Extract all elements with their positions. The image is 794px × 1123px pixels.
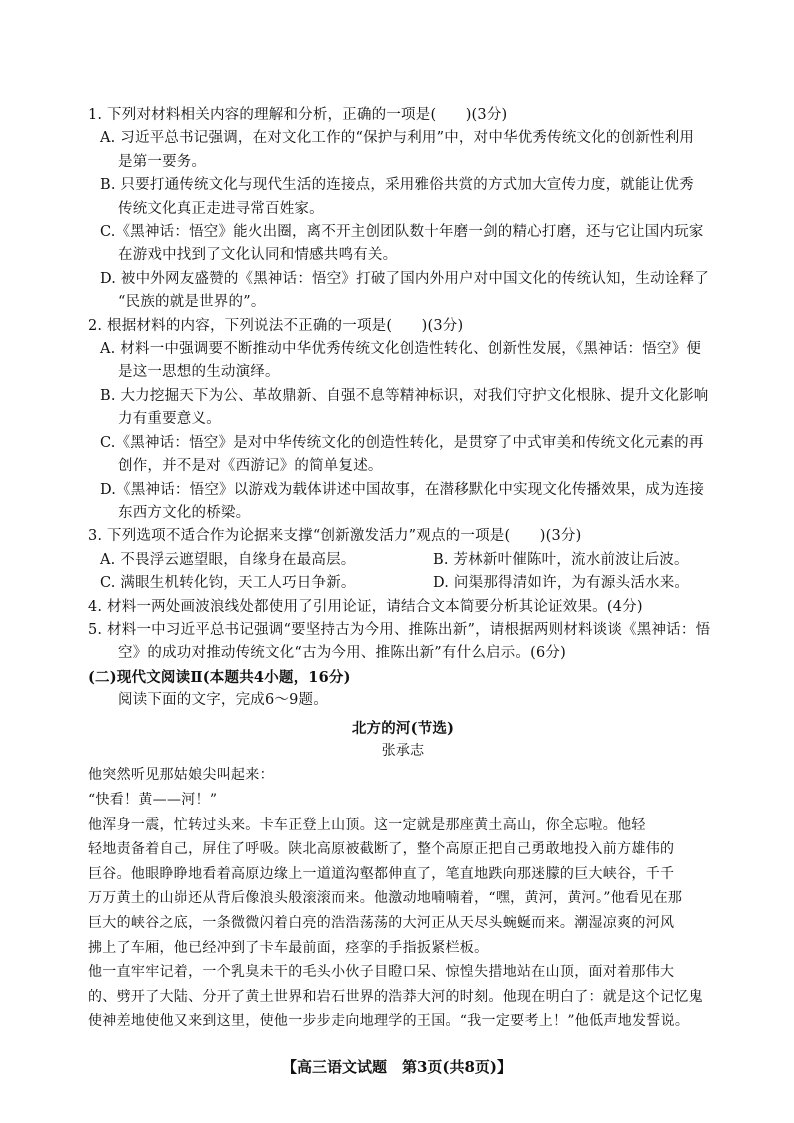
- question-3-option-a: A. 不畏浮云遮望眼，自缘身在最高层。: [100, 551, 356, 568]
- passage-line: 使神差地使他又来到这里，使他一步步走向地理学的王国。“我一定要考上！”他低声地发誓说。: [88, 1013, 690, 1030]
- passage-line: 他浑身一震，忙转过头来。卡车正登上山顶。这一定就是那座黄土高山，你全忘啦。他轻: [88, 816, 646, 833]
- question-2-option-d: D.《黑神话：悟空》以游戏为载体讲述中国故事，在潜移默化中实现文化传播效果，成为连接: [100, 481, 705, 498]
- passage-line: 轻地责备着自己，屏住了呼吸。陕北高原被截断了，整个高原正把自己勇敢地投入前方雄伟的: [88, 841, 675, 858]
- reading-instruction: 阅读下面的文字，完成6～9题。: [118, 692, 328, 709]
- question-3-option-b: B. 芳林新叶催陈叶，流水前波让后波。: [433, 551, 689, 568]
- question-2-option-b: B. 大力挖掘天下为公、革故鼎新、自强不息等精神标识，对我们守护文化根脉、提升文化影响: [100, 387, 709, 404]
- passage-line: 他突然听见那姑娘尖叫起来：: [88, 767, 274, 784]
- passage-line: 巨大的峡谷之底，一条微微闪着白亮的浩浩荡荡的大河正从天尽头蜿蜒而来。潮湿凉爽的河风: [88, 914, 675, 931]
- question-2-option-d-cont: 东西方文化的桥梁。: [118, 504, 251, 521]
- question-3-stem: 3. 下列选项不适合作为论据来支撑“创新激发活力”观点的一项是( )(3分): [88, 528, 582, 545]
- question-1-option-b: B. 只要打通传统文化与现代生活的连接点，采用雅俗共赏的方式加大宣传力度，就能让优秀: [100, 177, 694, 194]
- question-2-option-c-cont: 创作，并不是对《西游记》的简单复述。: [118, 458, 383, 475]
- question-2-stem: 2. 根据材料的内容，下列说法不正确的一项是( )(3分): [88, 317, 464, 334]
- passage-line: 万万黄土的山峁还从背后像浪头般滚滚而来。他激动地喃喃着，“嘿，黄河，黄河。”他看见在那: [88, 890, 683, 907]
- page-content: [88, 104, 718, 1034]
- page-footer: 【高三语文试题 第3页(共8页)】: [281, 1058, 513, 1076]
- question-2-option-a-cont: 是这一思想的生动演绎。: [118, 364, 280, 381]
- question-3-options-row-1: [88, 549, 718, 572]
- question-1-option-d: D. 被中外网友盛赞的《黑神话：悟空》打破了国内外用户对中国文化的传统认知，生动诠释了: [100, 270, 709, 287]
- passage-line: 拂上了车厢，他已经冲到了卡车最前面，痉挛的手指扳紧栏板。: [88, 939, 489, 956]
- passage-line: “快看！黄——河！”: [88, 791, 218, 808]
- question-1-option-a-cont: 是第一要务。: [118, 153, 207, 170]
- question-2-option-a: A. 材料一中强调要不断推动中华优秀传统文化创造性转化、创新性发展，《黑神话：悟空》便: [100, 341, 702, 358]
- question-2-option-b-cont: 力有重要意义。: [118, 411, 221, 428]
- passage-title: 北方的河(节选): [351, 719, 455, 737]
- question-3-option-d: D. 问渠那得清如许，为有源头活水来。: [433, 575, 690, 592]
- question-2-option-c: C.《黑神话：悟空》是对中华传统文化的创造性转化，是贯穿了中式审美和传统文化元素的再: [100, 434, 704, 451]
- question-1-option-a: A. 习近平总书记强调，在对文化工作的“保护与利用”中，对中华优秀传统文化的创新性利用: [100, 130, 695, 147]
- passage-body: [88, 763, 718, 1034]
- passage-author: 张承志: [381, 742, 425, 759]
- question-1-option-c: C.《黑神话：悟空》能火出圈，离不开主创团队数十年磨一剑的精心打磨，还与它让国内玩家: [100, 224, 704, 241]
- passage-line: 的、劈开了大陆、分开了黄土世界和岩石世界的浩莽大河的时刻。他现在明白了：就是这个记忆鬼: [88, 988, 703, 1005]
- question-3-option-c: C. 满眼生机转化钧，天工人巧日争新。: [100, 575, 356, 592]
- question-5-stem: 5. 材料一中习近平总书记强调“要坚持古为今用、推陈出新”，请根据两则材料谈谈《黑神话：悟: [88, 621, 711, 638]
- question-1-option-d-cont: “民族的就是世界的”。: [118, 294, 266, 311]
- passage-line: 他一直牢牢记着，一个乳臭未干的毛头小伙子目瞪口呆、惊惶失措地站在山顶，面对着那伟大: [88, 964, 675, 981]
- question-1-option-c-cont: 在游戏中找到了文化认同和情感共鸣有关。: [118, 247, 398, 264]
- question-5-stem-cont: 空》的成功对推动传统文化“古为今用、推陈出新”有什么启示。(6分): [118, 645, 566, 662]
- section-heading: (二)现代文阅读Ⅱ(本题共4小题，16分): [88, 668, 351, 686]
- question-3-options-row-2: [88, 572, 718, 595]
- passage-line: 巨谷。他眼睁睁地看着高原边缘上一道道沟壑都伸直了，笔直地跌向那迷朦的巨大峡谷，千千: [88, 865, 675, 882]
- question-1-option-b-cont: 传统文化真正走进寻常百姓家。: [118, 200, 324, 217]
- question-1-stem: 1. 下列对材料相关内容的理解和分析，正确的一项是( )(3分): [88, 107, 508, 123]
- question-4-stem: 4. 材料一两处画波浪线处都使用了引用论证，请结合文本简要分析其论证效果。(4分): [88, 598, 643, 615]
